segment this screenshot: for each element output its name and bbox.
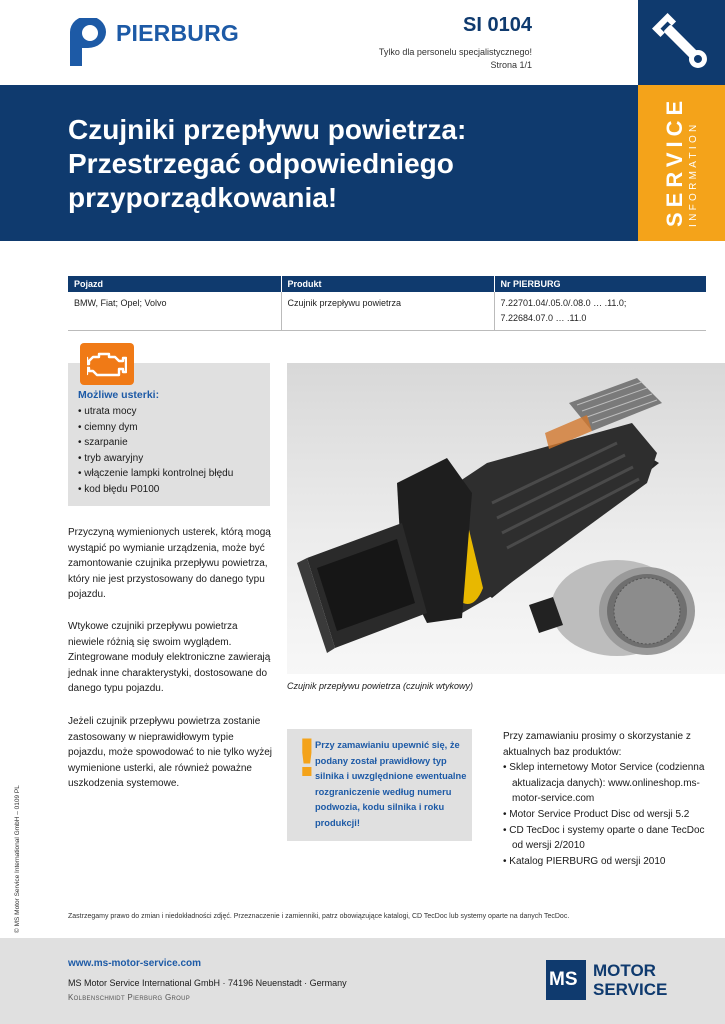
order-sources-list — [503, 760, 718, 869]
page-note: Strona 1/1 — [490, 60, 532, 70]
ms-logo-line1: MOTOR — [593, 961, 656, 980]
engine-warning-icon — [80, 343, 134, 385]
table-cell-part-number — [494, 292, 706, 331]
warning-text: Przy zamawianiu upewnić się, że podany został prawidłowy typ silnika i uwzględnione ewentualne rozgraniczenie według numeru podwozia, kodu silnika i roku produkcji! — [315, 740, 467, 828]
list-item: • szarpanie — [78, 435, 260, 451]
footer-address: MS Motor Service International GmbH · 74196 Neuenstadt · Germany — [68, 978, 347, 988]
vehicle-table — [68, 276, 706, 331]
list-item: • kod błędu P0100 — [78, 482, 260, 498]
brand-name: PIERBURG — [116, 20, 240, 46]
service-sublabel: INFORMATION — [688, 121, 699, 227]
column-header: Nr PIERBURG — [494, 276, 706, 292]
si-number: SI 0104 — [463, 14, 532, 36]
ms-logo-mark: MS — [549, 969, 578, 990]
table-cell-product: Czujnik przepływu powietrza — [281, 292, 494, 331]
column-header: Pojazd — [68, 276, 281, 292]
part-number-line: 7.22701.04/.05.0/.08.0 … .11.0; — [500, 298, 627, 308]
list-item: • Katalog PIERBURG od wersji 2010 — [503, 854, 718, 870]
pierburg-logo-icon — [68, 18, 112, 68]
photo-caption: Czujnik przepływu powietrza (czujnik wtykowy) — [287, 681, 474, 691]
wrench-icon — [648, 8, 714, 76]
wrench-panel — [638, 0, 725, 85]
product-photo — [287, 363, 725, 674]
symptoms-heading: Możliwe usterki: — [78, 389, 160, 401]
service-panel — [638, 85, 725, 241]
symptoms-list — [78, 404, 260, 498]
list-item: • CD TecDoc i systemy oparte o dane TecDoc od wersji 2/2010 — [503, 823, 718, 854]
list-item: • ciemny dym — [78, 420, 260, 436]
header — [0, 0, 638, 85]
ms-logo-text — [593, 961, 667, 999]
side-copyright: © MS Motor Service International GmbH – 0109 PL — [14, 785, 21, 933]
list-item: • Motor Service Product Disc od wersji 5.2 — [503, 807, 718, 823]
pierburg-logo — [68, 18, 248, 68]
footer-website-link[interactable]: www.ms-motor-service.com — [68, 958, 202, 969]
paragraph-consequence: Jeżeli czujnik przepływu powietrza zostanie zastosowany w nieprawidłowym typie pojazdu, może spowodować to nie tylko wyżej wymienione usterki, ale również poważne uszkodzenia systemowe. — [68, 716, 272, 790]
column-header: Produkt — [281, 276, 494, 292]
title-band — [0, 85, 638, 241]
ms-logo-line2: SERVICE — [593, 980, 668, 999]
list-item: • włączenie lampki kontrolnej błędu — [78, 466, 260, 482]
list-item: • utrata mocy — [78, 404, 260, 420]
table-cell-vehicle: BMW, Fiat; Opel; Volvo — [68, 292, 281, 331]
service-label-group — [662, 96, 699, 227]
part-number-line: 7.22684.07.0 … .11.0 — [500, 313, 587, 323]
air-mass-sensor-illustration — [287, 363, 725, 674]
service-label: SERVICE — [662, 95, 687, 227]
order-intro: Przy zamawianiu prosimy o skorzystanie z aktualnych baz produktów: — [503, 731, 691, 758]
disclaimer: Zastrzegamy prawo do zmian i niedokładności zdjęć. Przeznaczenie i zamienniki, patrz obowiązujące katalogi, CD TecDoc lub systemy oparte na danych TecDoc. — [68, 913, 570, 920]
page-title: Czujniki przepływu powietrza: Przestrzegać odpowiedniego przyporządkowania! — [68, 114, 467, 213]
paragraph-appearance: Wtykowe czujniki przepływu powietrza niewiele różnią się swoim wyglądem. Zintegrowane moduły elektroniczne zawierają jednak inne charakterystyki, dostosowane do danego typu pojazdu. — [68, 621, 271, 695]
table-row — [68, 292, 706, 331]
order-info — [503, 729, 718, 869]
warning-icon: ! — [295, 729, 319, 789]
list-item: • tryb awaryjny — [78, 451, 260, 467]
audience-note-text: Tylko dla personelu specjalistycznego! — [378, 47, 532, 57]
list-item: • Sklep internetowy Motor Service (codzienna aktualizacja danych): www.onlineshop.ms-motor-service.com — [503, 760, 718, 807]
table-header-row — [68, 276, 706, 292]
ms-logo-icon — [546, 960, 586, 1000]
audience-note — [379, 46, 532, 72]
footer-group: Kolbenschmidt Pierburg Group — [68, 993, 191, 1002]
paragraph-cause: Przyczyną wymienionych usterek, którą mogą wystąpić po wymianie urządzenia, może być zamontowanie czujnika przepływu powietrza, który nie jest przystosowany do danego typu pojazdu. — [68, 527, 271, 601]
